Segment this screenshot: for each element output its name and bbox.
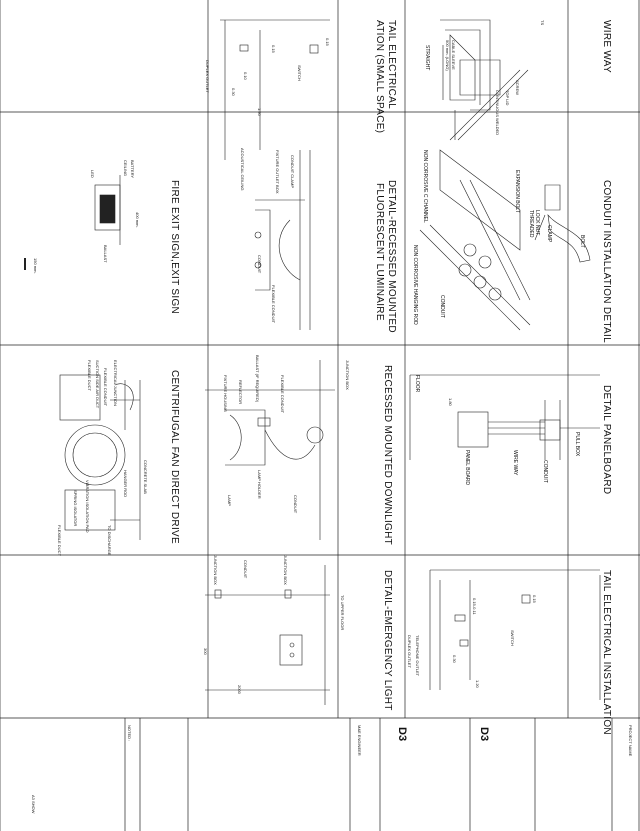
- label-floor: FLOOR: [414, 375, 420, 393]
- label-fl-conduit: CONDUIT: [257, 255, 262, 274]
- label-ss-010: 0.10: [243, 72, 248, 80]
- label-em-junction-2: JUNCTION BOX: [213, 555, 218, 585]
- title-recessed-fluorescent-2: FLUORESCENT LUMINAIRE: [374, 183, 385, 321]
- panelboard-drawing: [410, 375, 600, 460]
- label-clamp: CLAMP: [546, 225, 552, 243]
- title-tail-electrical-installation: TAIL ELECTRICAL INSTALLATION: [601, 570, 612, 735]
- label-dim-180: 1.80: [448, 398, 453, 406]
- label-conduit-clamp: CONDUIT CLAMP: [290, 155, 295, 189]
- label-fan-spring: SPRING ISOLATOR: [73, 490, 78, 527]
- label-fl-flexible: FLEXIBLE CONDUIT: [271, 285, 276, 324]
- label-es-led: LED: [90, 170, 95, 178]
- label-bolt: BOLT: [579, 235, 585, 248]
- title-recessed-downlight: RECESSED MOUNTED DOWNLIGHT: [382, 365, 393, 546]
- label-pb-conduit: CONDUIT: [542, 460, 548, 483]
- tb-sheet-code-2: D3: [396, 727, 408, 742]
- title-emergency-light: DETAIL-EMERGENCY LIGHT: [382, 570, 393, 711]
- label-screw: SCREW: [515, 80, 520, 95]
- centrifugal-fan-drawing: [60, 375, 140, 540]
- tb-project-name: PROJECT NAME: [628, 725, 633, 757]
- title-wire-way: WIRE WAY: [601, 20, 612, 73]
- label-ti-015-011: 0.15-0.11: [472, 598, 477, 615]
- label-ti-telephone: TELEPHONE OUTLET: [415, 635, 420, 677]
- conduit-installation-drawing: [420, 150, 590, 330]
- title-detail-panelboard: DETAIL PANELBOARD: [601, 385, 612, 495]
- label-fan-flex-conduit: FLEXIBLE CONDUIT: [103, 368, 108, 407]
- label-pb-wire-way: WIRE WAY: [512, 450, 518, 476]
- label-es-battery: BATTERY: [130, 160, 135, 179]
- tb-engineer: M&E ENGINEER: [357, 725, 362, 756]
- tail-installation-drawing: [430, 570, 600, 700]
- label-dl-lamp-holder: LAMP HOLDER: [257, 470, 262, 499]
- label-top-lid: TOP LID: [505, 90, 510, 106]
- label-continuous-welded: CONTINUOUS WELDED: [495, 90, 500, 136]
- tb-sheet-code-1: D3: [478, 727, 490, 742]
- title-centrifugal-fan: CENTRIFUGAL FAN DIRECT DRIVE: [169, 370, 180, 544]
- label-ti-015: 0.15: [532, 595, 537, 603]
- label-fan-hanger: HANGER ROD: [123, 470, 128, 498]
- label-ss-015b: 0.15: [271, 45, 276, 53]
- label-pull-box: PULL BOX: [574, 432, 580, 457]
- title-fire-exit-sign: FIRE EXIT SIGN,EXIT SIGN: [169, 180, 180, 315]
- title-recessed-fluorescent-1: DETAIL-RECESSED MOUNTED: [386, 180, 397, 333]
- title-conduit-installation: CONDUIT INSTALLATION DETAIL: [601, 180, 612, 343]
- label-fan-junction: ELECTRICAL JUNCTION: [113, 360, 118, 406]
- label-conduit: CONDUIT: [439, 295, 445, 318]
- label-dim-500: 500 mm. (LONG): [445, 40, 450, 71]
- label-threaded: THREADED: [528, 210, 534, 238]
- label-es-400: 400 mm.: [135, 212, 140, 228]
- label-fan-pad: VIBRATION ISOLATION PAD: [85, 480, 90, 533]
- label-ss-120: 1.20: [257, 108, 262, 116]
- label-ts: TS: [540, 20, 545, 26]
- label-em-2000: 2000: [237, 685, 242, 694]
- label-dl-junction: JUNCTION BOX: [345, 360, 350, 390]
- label-dl-reflector: REFLECTOR: [238, 380, 243, 405]
- label-dl-conduit: CONDUIT: [293, 495, 298, 514]
- label-acoustical-ceiling: ACOUSTICAL CEILING: [240, 148, 245, 191]
- label-dl-housing: FIXTURE HOUSING: [223, 375, 228, 412]
- tb-noted: NOTED :: [127, 725, 132, 742]
- label-fixture-outlet-box: FIXTURE OUTLET BOX: [275, 150, 280, 194]
- fluorescent-drawing: [255, 150, 310, 330]
- label-ti-030: 0.30: [452, 655, 457, 663]
- label-ss-duplex: DUPLEX OUTLET: [205, 60, 210, 93]
- label-dl-ballast: BALLAST (IF REQUIRED): [255, 355, 260, 403]
- label-fan-discharge: TO DISCHARGE: [107, 525, 112, 556]
- label-es-ballast: BALLAST: [103, 245, 108, 263]
- label-es-150: 150 mm.: [33, 258, 38, 274]
- label-ss-switch: SWITCH: [297, 65, 302, 81]
- label-c-channel: NON CORROSIVE C CHANNEL: [422, 150, 428, 223]
- label-cable-sleeve: CABLE SLEEVE: [451, 40, 456, 70]
- tb-sheet-label: A3 SHOW: [31, 795, 36, 814]
- label-hanging-rod: NON CORROSIVE HANGING ROD: [412, 245, 418, 325]
- small-space-drawing: [220, 20, 330, 160]
- label-dl-lamp: LAMP: [227, 495, 232, 506]
- label-dl-flexible: FLEXIBLE CONDUIT: [280, 375, 285, 414]
- label-em-junction-1: JUNCTION BOX: [283, 555, 288, 585]
- label-em-300: 300: [203, 648, 208, 655]
- label-ti-duplex: DUPLEX OUTLET: [407, 635, 412, 668]
- label-fan-slab: CONCRETE SLAB: [143, 460, 148, 494]
- label-fan-suction: SUCTION SIDE AIR DUCT: [95, 360, 100, 409]
- label-panel-board: PANEL BOARD: [464, 450, 470, 486]
- label-fan-flex-duct-1: FLEXIBLE DUCT: [87, 360, 92, 391]
- label-straight: STRAIGHT: [424, 45, 430, 71]
- label-em-conduit: CONDUIT: [243, 560, 248, 579]
- emergency-light-drawing: [205, 565, 330, 705]
- label-fan-flex-duct-2: FLEXIBLE DUCT: [57, 525, 62, 556]
- label-em-upper-floor: TO UPPER FLOOR: [340, 595, 345, 631]
- title-tail-electrical-2: ATION (SMALL SPACE): [374, 20, 385, 134]
- label-ti-120: 1.20: [475, 680, 480, 688]
- label-expansion-bolt: EXPANSION BOLT: [514, 170, 520, 213]
- label-ss-030: 0.30: [231, 88, 236, 96]
- label-ti-switch: SWITCH: [510, 630, 515, 646]
- label-es-ceiling: CEILING: [123, 160, 128, 177]
- label-ss-015: 0.15: [325, 38, 330, 46]
- title-tail-electrical-1: TAIL ELECTRICAL: [386, 20, 397, 109]
- label-lock-nut: LOCK NUT: [534, 210, 540, 236]
